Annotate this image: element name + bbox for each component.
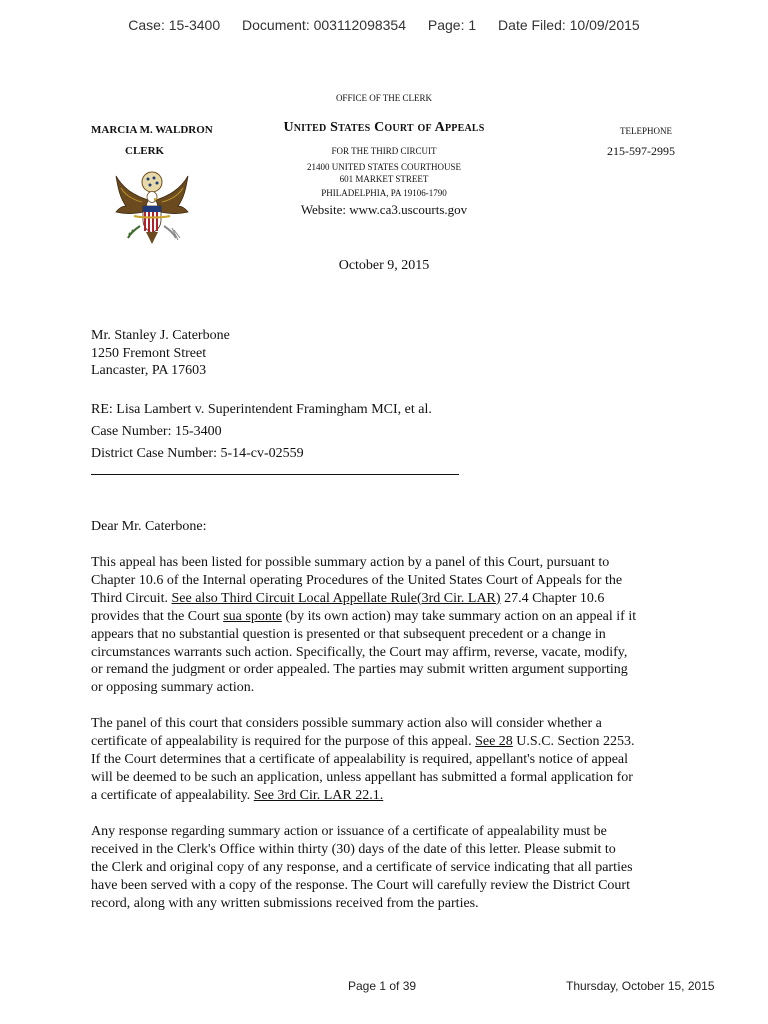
p1-line8: or opposing summary action. <box>91 680 255 696</box>
recipient-city: Lancaster, PA 17603 <box>91 363 207 378</box>
lar-reference-link: See also Third Circuit Local Appellate Rule(3rd Cir. LAR) <box>171 590 501 606</box>
p3-line1: Any response regarding summary action or issuance of a certificate of appealability must be <box>91 824 607 839</box>
banner-document: Document: 003112098354 <box>242 17 406 33</box>
p2-line5-text-a: a certificate of appealability. <box>91 787 254 803</box>
office-of-clerk: OFFICE OF THE CLERK <box>335 93 433 103</box>
re-line: RE: Lisa Lambert v. Superintendent Framingham MCI, et al. <box>91 402 432 417</box>
p1-line4-text-c: (by its own action) may take summary action on an appeal if it <box>281 608 637 624</box>
recipient-name: Mr. Stanley J. Caterbone <box>91 328 230 343</box>
p1-line3 <box>91 590 636 608</box>
p3-line4: have been served with a copy of the response. The Court will carefully review the District Court <box>91 877 630 893</box>
court-website: Website: www.ca3.uscourts.gov <box>300 202 468 217</box>
p1-line3-text-a: Third Circuit. <box>91 590 172 606</box>
district-case-number: District Case Number: 5-14-cv-02559 <box>91 446 304 461</box>
court-address-line1: 21400 UNITED STATES COURTHOUSE <box>307 162 461 172</box>
paragraph-1 <box>91 554 636 697</box>
telephone-label: TELEPHONE <box>620 126 672 136</box>
p1-line7: or remand the judgment or order appealed. The parties may submit written argument supporting <box>91 662 628 678</box>
footer-page-number: Page 1 of 39 <box>348 979 417 993</box>
separator-rule <box>91 474 459 475</box>
case-number: Case Number: 15-3400 <box>91 424 222 439</box>
p3-line2: received in the Clerk's Office within thirty (30) days of the date of this letter. Please submit to <box>91 841 616 857</box>
recipient-street: 1250 Fremont Street <box>91 345 207 361</box>
p2-line1: The panel of this court that considers possible summary action also will consider whether a <box>91 716 602 731</box>
lar-22-reference-link: See 3rd Cir. LAR 22.1. <box>253 787 384 803</box>
recipient-address <box>91 327 230 380</box>
p1-line4-text-a: provides that the Court <box>91 608 224 624</box>
court-name: United States Court of Appeals <box>283 120 485 135</box>
letter-date: October 9, 2015 <box>338 258 430 273</box>
p2-line5 <box>91 787 635 805</box>
p3-line3: the Clerk and original copy of any response, and a certificate of service indicating that all parties <box>91 859 633 875</box>
clerk-title: CLERK <box>125 145 165 157</box>
sua-sponte-term: sua sponte <box>223 608 282 624</box>
p2-line4: will be deemed to be such an application, unless appellant has submitted a formal application for <box>91 769 633 785</box>
p2-line3: If the Court determines that a certificate of appealability is required, appellant's notice of appeal <box>91 751 629 767</box>
p1-line3-text-c: 27.4 Chapter 10.6 <box>500 590 605 606</box>
p1-line2: Chapter 10.6 of the Internal operating Procedures of the United States Court of Appeals for the <box>91 572 623 588</box>
usc-reference-link: See 28 <box>475 733 513 749</box>
court-address-line2: 601 MARKET STREET <box>339 174 429 184</box>
court-address-line3: PHILADELPHIA, PA 19106-1790 <box>321 188 447 198</box>
p1-line5: appears that no substantial question is presented or that subsequent precedent or a change in <box>91 626 606 642</box>
p1-line4 <box>91 608 636 626</box>
paragraph-3 <box>91 823 633 913</box>
paragraph-2 <box>91 715 635 805</box>
banner-date-filed: Date Filed: 10/09/2015 <box>498 17 640 33</box>
salutation: Dear Mr. Caterbone: <box>91 519 207 534</box>
p2-line2 <box>91 733 635 751</box>
footer-date: Thursday, October 15, 2015 <box>566 979 715 993</box>
p2-line2-text-a: certificate of appealability is required for the purpose of this appeal. <box>91 733 476 749</box>
banner-case: Case: 15-3400 <box>128 17 221 33</box>
p1-line1: This appeal has been listed for possible summary action by a panel of this Court, pursuant to <box>91 555 610 570</box>
filing-banner <box>0 17 768 33</box>
p1-line6: circumstances warrants such action. Specifically, the Court may affirm, reverse, vacate, modify, <box>91 644 628 660</box>
p2-line2-text-c: U.S.C. Section 2253. <box>512 733 635 749</box>
telephone-number: 215-597-2995 <box>607 144 675 158</box>
circuit-name: FOR THE THIRD CIRCUIT <box>331 146 437 156</box>
p3-line5: record, along with any written submissions received from the parties. <box>91 895 479 911</box>
clerk-name: MARCIA M. WALDRON <box>91 124 213 136</box>
banner-page: Page: 1 <box>427 17 477 33</box>
eagle-seal-icon <box>112 168 192 250</box>
